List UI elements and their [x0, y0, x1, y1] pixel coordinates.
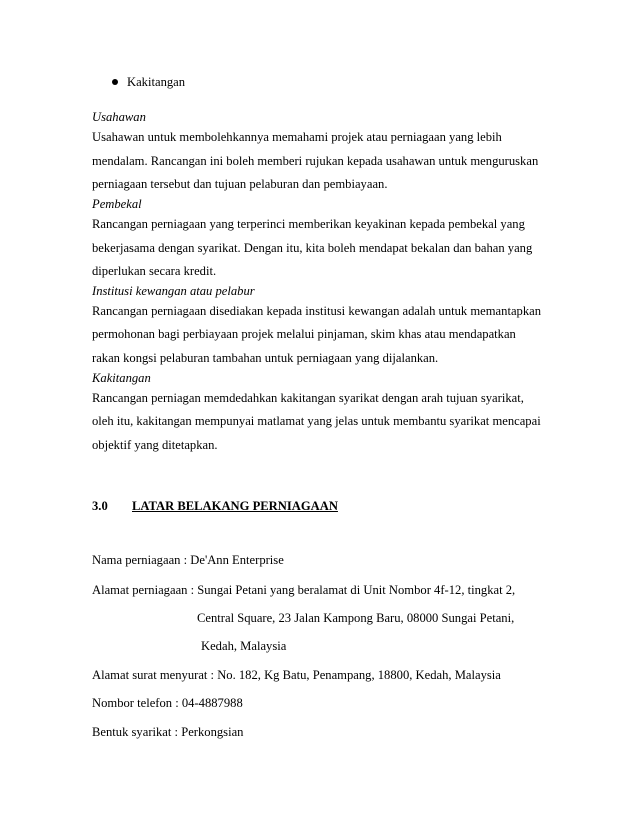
- paragraph-line: Usahawan untuk membolehkannya memahami projek atau perniagaan yang lebih: [92, 130, 502, 144]
- section-title: LATAR BELAKANG PERNIAGAAN: [132, 499, 338, 513]
- subheading-kakitangan: Kakitangan: [92, 371, 151, 385]
- paragraph-line: diperlukan secara kredit.: [92, 264, 217, 278]
- paragraph-line: bekerjasama dengan syarikat. Dengan itu, kita boleh mendapat bekalan dan bahan yang: [92, 241, 533, 255]
- paragraph-line: perniagaan tersebut dan tujuan pelaburan dan pembiayaan.: [92, 177, 388, 191]
- bullet-item-kakitangan: [112, 74, 185, 90]
- section-heading: [92, 498, 338, 514]
- bullet-label: Kakitangan: [127, 75, 186, 89]
- subheading-pembekal: Pembekal: [92, 197, 142, 211]
- business-name: Nama perniagaan : De'Ann Enterprise: [92, 553, 284, 567]
- business-address-line-3: Kedah, Malaysia: [201, 639, 287, 653]
- paragraph-line: rakan kongsi pelaburan tambahan untuk perniagaan yang dijalankan.: [92, 351, 439, 365]
- paragraph-line: Rancangan perniagaan yang terperinci memberikan keyakinan kepada pembekal yang: [92, 217, 525, 231]
- mailing-address: Alamat surat menyurat : No. 182, Kg Batu, Penampang, 18800, Kedah, Malaysia: [92, 668, 501, 682]
- paragraph-line: Rancangan perniagan memdedahkan kakitangan syarikat dengan arah tujuan syarikat,: [92, 391, 524, 405]
- section-number: 3.0: [92, 499, 108, 513]
- paragraph-line: oleh itu, kakitangan mempunyai matlamat yang jelas untuk membantu syarikat mencapai: [92, 414, 541, 428]
- subheading-usahawan: Usahawan: [92, 110, 146, 124]
- paragraph-line: objektif yang ditetapkan.: [92, 438, 218, 452]
- company-type: Bentuk syarikat : Perkongsian: [92, 725, 244, 739]
- business-address-line-1: Alamat perniagaan : Sungai Petani yang beralamat di Unit Nombor 4f-12, tingkat 2,: [92, 583, 516, 597]
- paragraph-line: Rancangan perniagaan disediakan kepada institusi kewangan adalah untuk memantapkan: [92, 304, 542, 318]
- bullet-dot-icon: [112, 79, 118, 85]
- business-address-line-2: Central Square, 23 Jalan Kampong Baru, 08000 Sungai Petani,: [197, 611, 515, 625]
- phone-number: Nombor telefon : 04-4887988: [92, 696, 243, 710]
- subheading-institusi: Institusi kewangan atau pelabur: [92, 284, 255, 298]
- paragraph-line: mendalam. Rancangan ini boleh memberi rujukan kepada usahawan untuk menguruskan: [92, 154, 539, 168]
- paragraph-line: permohonan bagi perbiayaan projek melalui pinjaman, skim khas atau mendapatkan: [92, 327, 516, 341]
